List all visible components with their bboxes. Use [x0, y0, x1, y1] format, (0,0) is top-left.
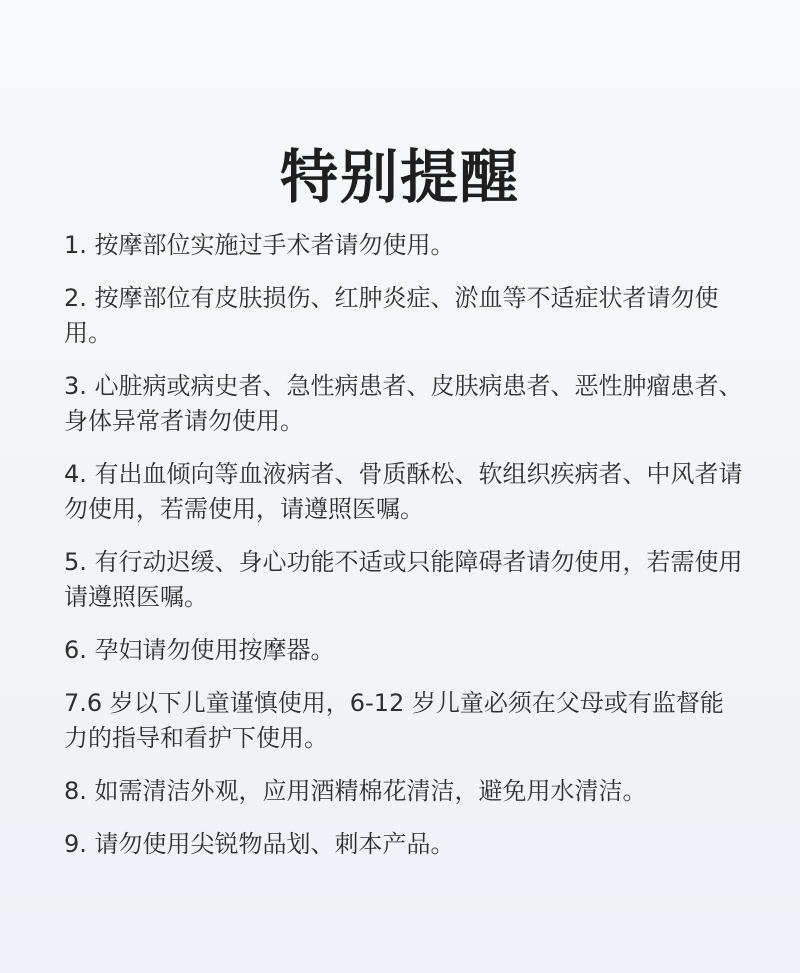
reminder-item-6: 6. 孕妇请勿使用按摩器。: [64, 636, 335, 664]
reminder-item-8: 8. 如需清洁外观，应用酒精棉花清洁，避免用水清洁。: [64, 777, 647, 805]
reminder-item-5: 5. 有行动迟缓、身心功能不适或只能障碍者请勿使用，若需使用请遵照医嘱。: [64, 548, 743, 611]
reminder-item-9: 9. 请勿使用尖锐物品划、刺本产品。: [64, 830, 455, 858]
reminder-item-1: 1. 按摩部位实施过手术者请勿使用。: [64, 231, 455, 259]
page-title: 特别提醒: [279, 142, 520, 211]
reminder-item-2: 2. 按摩部位有皮肤损伤、红肿炎症、淤血等不适症状者请勿使用。: [64, 284, 719, 347]
reminder-list: [64, 228, 744, 880]
reminder-item-3: 3. 心脏病或病史者、急性病患者、皮肤病患者、恶性肿瘤患者、身体异常者请勿使用。: [64, 372, 743, 435]
reminder-item-4: 4. 有出血倾向等血液病者、骨质酥松、软组织疾病者、中风者请勿使用，若需使用，请遵照医嘱。: [64, 460, 743, 523]
reminder-item-7: 7.6 岁以下儿童谨慎使用，6-12 岁儿童必须在父母或有监督能力的指导和看护下使用。: [64, 689, 724, 752]
